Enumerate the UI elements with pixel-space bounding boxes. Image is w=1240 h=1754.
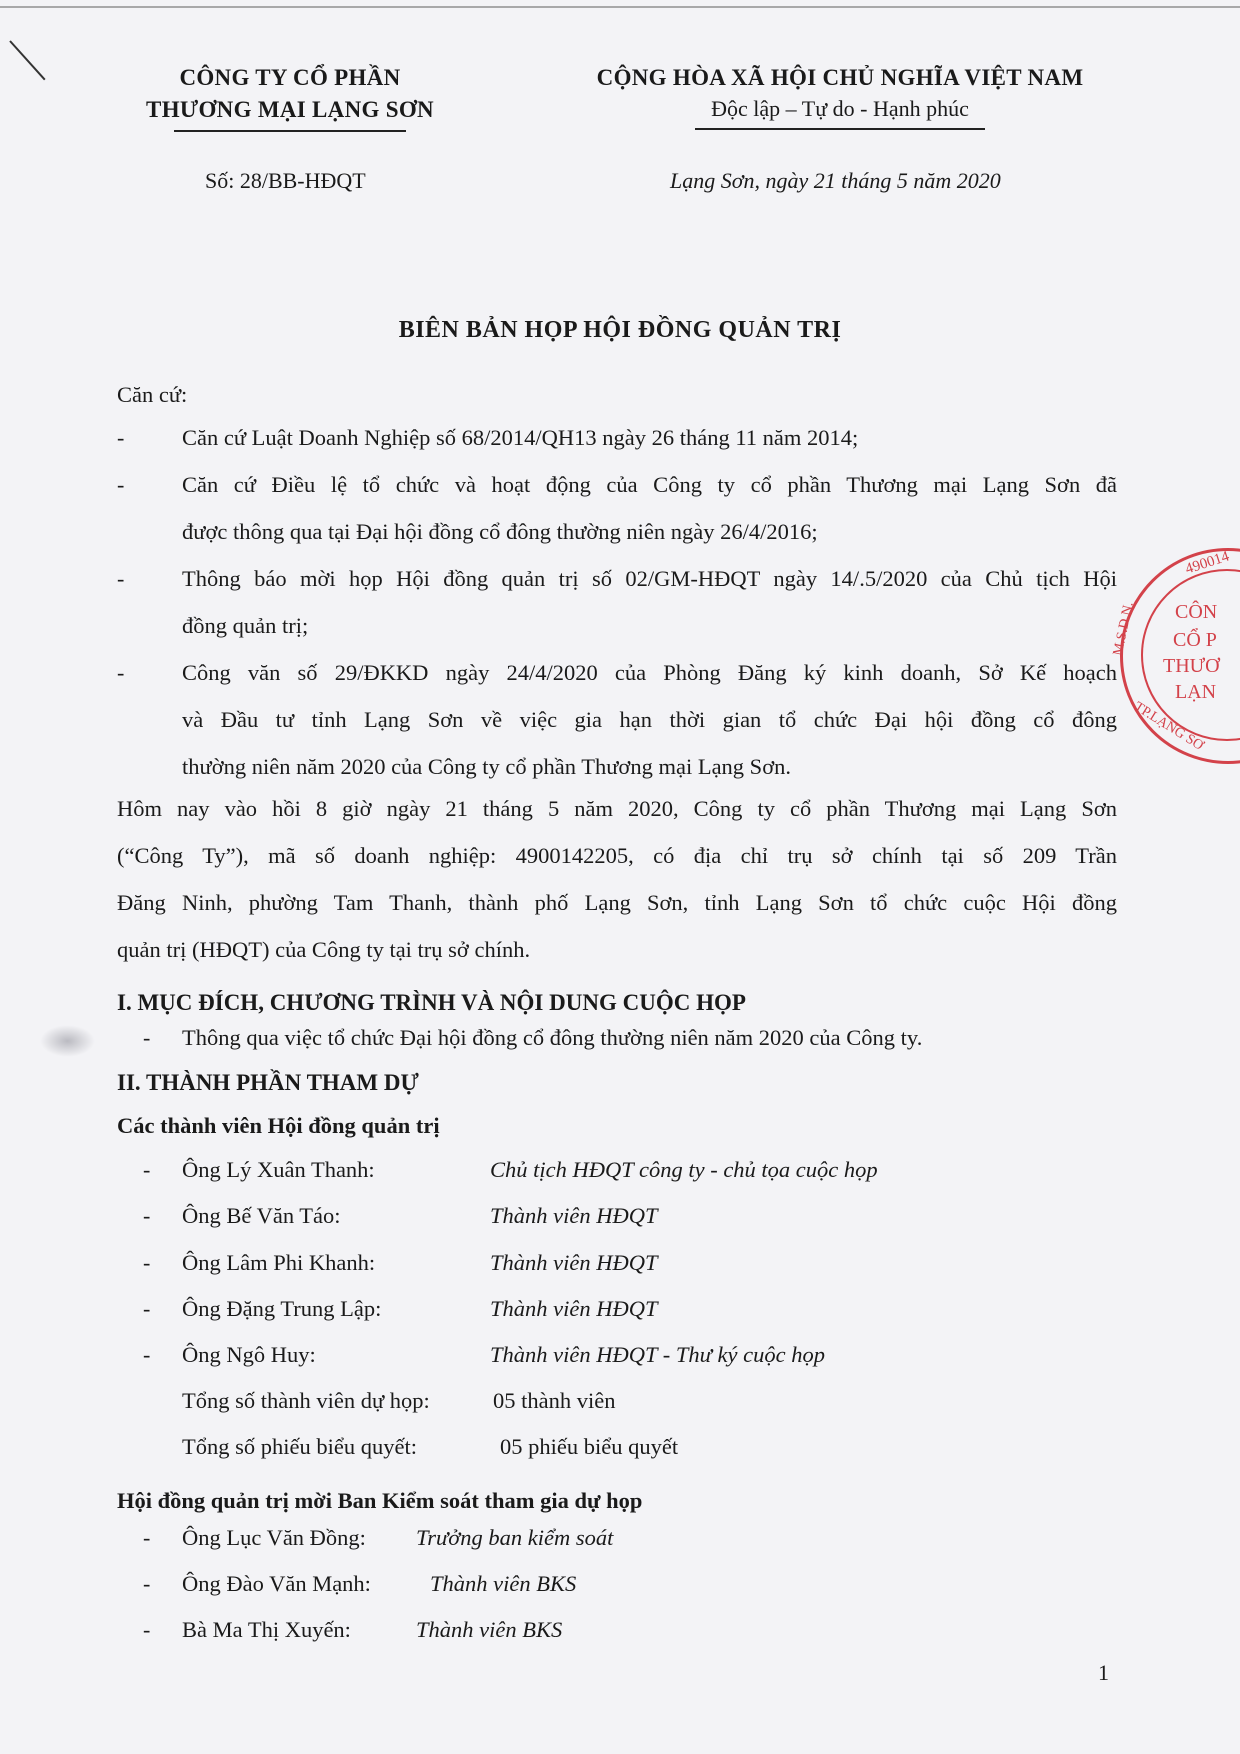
list-dash: - (117, 660, 125, 685)
motto-underline (695, 128, 985, 130)
place-and-date: Lạng Sơn, ngày 21 tháng 5 năm 2020 (670, 168, 1001, 193)
intro-line4: quản trị (HĐQT) của Công ty tại trụ sở chính. (117, 937, 531, 962)
total-votes-label: Tổng số phiếu biểu quyết: (182, 1434, 417, 1459)
board-member-name: Ông Bế Văn Táo: (182, 1203, 341, 1228)
list-dash: - (117, 472, 125, 497)
seal-rim-bottom: TP.LẠNG SƠ (1131, 699, 1206, 754)
board-member-name: Ông Đặng Trung Lập: (182, 1296, 382, 1321)
list-dash: - (143, 1571, 151, 1596)
list-dash: - (143, 1525, 151, 1550)
section-2-heading: II. THÀNH PHẦN THAM DỰ (117, 1070, 419, 1095)
list-dash: - (143, 1617, 151, 1642)
basis-item-2 (182, 461, 1117, 555)
national-motto: Độc lập – Tự do - Hạnh phúc (711, 96, 969, 121)
nation-title: CỘNG HÒA XÃ HỘI CHỦ NGHĨA VIỆT NAM (596, 65, 1084, 90)
section-1-item: Thông qua việc tổ chức Đại hội đồng cổ đông thường niên năm 2020 của Công ty. (182, 1025, 923, 1050)
supervisory-member-role: Trưởng ban kiểm soát (416, 1525, 614, 1550)
scan-smudge (40, 1025, 95, 1057)
scan-edge-line (0, 6, 1240, 8)
document-title: BIÊN BẢN HỌP HỘI ĐỒNG QUẢN TRỊ (398, 317, 842, 343)
list-dash: - (143, 1342, 151, 1367)
list-dash: - (143, 1296, 151, 1321)
supervisory-member-name: Ông Lục Văn Đồng: (182, 1525, 366, 1550)
supervisory-member-role: Thành viên BKS (430, 1571, 577, 1596)
supervisory-member-role: Thành viên BKS (416, 1617, 563, 1642)
basis-item-4 (182, 649, 1117, 790)
total-members-label: Tổng số thành viên dự họp: (182, 1388, 430, 1413)
supervisory-heading: Hội đồng quản trị mời Ban Kiểm soát tham gia dự họp (117, 1488, 643, 1513)
basis-heading: Căn cứ: (117, 382, 188, 407)
basis-item-4-line3: thường niên năm 2020 của Công ty cổ phần Thương mại Lạng Sơn. (182, 754, 791, 779)
company-header (120, 62, 460, 132)
seal-rim-left: M.S.D.N. (1110, 600, 1137, 658)
basis-item-2-line1: Căn cứ Điều lệ tổ chức và hoạt động của Công ty cổ phần Thương mại Lạng Sơn đã (182, 472, 1117, 497)
intro-line3: Đăng Ninh, phường Tam Thanh, thành phố Lạng Sơn, tỉnh Lạng Sơn tổ chức cuộc Hội đồng (117, 890, 1117, 915)
board-member-name: Ông Lý Xuân Thanh: (182, 1157, 375, 1182)
seal-text-line1: CÔN (1175, 601, 1218, 623)
board-heading: Các thành viên Hội đồng quản trị (117, 1113, 440, 1138)
document-number: Số: 28/BB-HĐQT (205, 168, 366, 193)
board-member-role: Thành viên HĐQT (490, 1250, 658, 1275)
list-dash: - (143, 1203, 151, 1228)
board-member-name: Ông Lâm Phi Khanh: (182, 1250, 376, 1275)
board-member-role: Thành viên HĐQT (490, 1203, 658, 1228)
supervisory-member-name: Ông Đào Văn Mạnh: (182, 1571, 371, 1596)
supervisory-member-name: Bà Ma Thị Xuyến: (182, 1617, 351, 1642)
seal-text-line4: LẠN (1175, 681, 1217, 703)
basis-item-3 (182, 555, 1117, 649)
total-votes-value: 05 phiếu biểu quyết (500, 1434, 679, 1459)
intro-paragraph (117, 785, 1117, 973)
board-member-name: Ông Ngô Huy: (182, 1342, 316, 1367)
list-dash: - (143, 1025, 151, 1050)
list-dash: - (117, 425, 125, 450)
list-dash: - (117, 566, 125, 591)
basis-item-4-line1: Công văn số 29/ĐKKD ngày 24/4/2020 của Phòng Đăng ký kinh doanh, Sở Kế hoạch (182, 660, 1117, 685)
company-underline (174, 130, 406, 132)
seal-rim-top: 490014 (1183, 548, 1232, 578)
basis-item-2-line2: được thông qua tại Đại hội đồng cổ đông thường niên ngày 26/4/2016; (182, 519, 818, 544)
company-name-line1: CÔNG TY CỔ PHẦN (179, 65, 401, 90)
basis-item-1 (182, 414, 1117, 461)
seal-text-line2: CỔ P (1173, 629, 1217, 651)
company-name-line2: THƯƠNG MẠI LẠNG SƠN (146, 97, 434, 122)
total-members-value: 05 thành viên (493, 1388, 616, 1413)
basis-item-3-line1: Thông báo mời họp Hội đồng quản trị số 02/GM-HĐQT ngày 14/.5/2020 của Chủ tịch Hội (182, 566, 1117, 591)
pen-mark (9, 40, 45, 80)
list-dash: - (143, 1157, 151, 1182)
list-dash: - (143, 1250, 151, 1275)
board-member-role: Chủ tịch HĐQT công ty - chủ tọa cuộc họp (490, 1157, 878, 1182)
nation-header (545, 62, 1135, 130)
page-number: 1 (1098, 1660, 1109, 1685)
intro-line2: (“Công Ty”), mã số doanh nghiệp: 4900142205, có địa chỉ trụ sở chính tại số 209 Trần (117, 843, 1117, 868)
intro-line1: Hôm nay vào hồi 8 giờ ngày 21 tháng 5 năm 2020, Công ty cổ phần Thương mại Lạng Sơn (117, 796, 1117, 821)
company-seal (1110, 548, 1240, 764)
basis-item-3-line2: đồng quản trị; (182, 613, 309, 638)
section-1-heading: I. MỤC ĐÍCH, CHƯƠNG TRÌNH VÀ NỘI DUNG CUỘC HỌP (117, 990, 746, 1015)
board-member-role: Thành viên HĐQT (490, 1296, 658, 1321)
board-member-role: Thành viên HĐQT - Thư ký cuộc họp (490, 1342, 825, 1367)
basis-item-4-line2: và Đầu tư tỉnh Lạng Sơn về việc gia hạn thời gian tổ chức Đại hội đồng cổ đông (182, 707, 1117, 732)
basis-item-1-line1: Căn cứ Luật Doanh Nghiệp số 68/2014/QH13 ngày 26 tháng 11 năm 2014; (182, 425, 859, 450)
seal-text-line3: THƯƠ (1163, 655, 1220, 677)
